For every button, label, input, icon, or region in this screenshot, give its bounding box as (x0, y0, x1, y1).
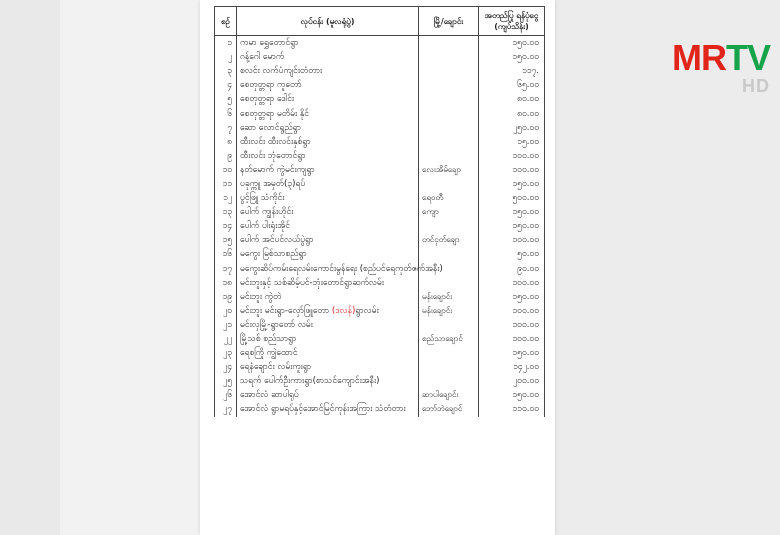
document-page (200, 0, 555, 535)
row-amount: ၁၅၀.၀၀ (479, 50, 545, 64)
row-town: ရေဝတီ (419, 191, 479, 205)
logo-hd-badge: HD (742, 76, 770, 96)
row-town (419, 276, 479, 290)
row-amount: ၅၀၀.၀၀ (479, 191, 545, 205)
row-work-name: မင်းဘူးနှင့် သစ်ဆိမ့်ပင်-ဘုံးတောင်ရွာဆက်လမ်း (237, 276, 419, 290)
table-row (215, 78, 545, 92)
row-amount: ၂၅၀.၀၀ (479, 121, 545, 135)
logo-wordmark: MRTV (672, 37, 771, 78)
row-amount: ၈၀.၀၀ (479, 106, 545, 120)
row-amount: ၁၅၀.၀၀ (479, 290, 545, 304)
row-number: ၂၄ (215, 360, 237, 374)
row-town (419, 346, 479, 360)
row-amount: ၁၀၀.၀၀ (479, 332, 545, 346)
row-number: ၁၈ (215, 276, 237, 290)
table-row (215, 290, 545, 304)
row-amount: ၁၀၀.၀၀ (479, 233, 545, 247)
table-row (215, 149, 545, 163)
row-town: ကျော (419, 205, 479, 219)
row-number: ၁ (215, 36, 237, 51)
row-number: ၂၆ (215, 388, 237, 402)
table-row (215, 163, 545, 177)
row-number: ၁၂ (215, 191, 237, 205)
row-work-name: ဆော လောင်ရွည်ရွာ (237, 121, 419, 135)
row-town: စည်သာချောင် (419, 332, 479, 346)
table-row (215, 346, 545, 360)
row-town: တင်ငုတ်ချော (419, 233, 479, 247)
work-name-text: မင်းဘူး မင်းရွာ-လှော်ဖြူတော (240, 305, 332, 316)
row-number: ၂၅ (215, 374, 237, 388)
row-work-name: ပေါက် ပါးရုံးအိုင် (237, 219, 419, 233)
table-row (215, 304, 545, 318)
row-work-name: မြို့သစ် စည်သာရွာ (237, 332, 419, 346)
row-number: ၂၀ (215, 304, 237, 318)
row-work-name: ပေါက် အင်ပင်လယ်ပွဲရွာ (237, 233, 419, 247)
row-work-name: စေတုတ္တရာ ဒေါင်း (237, 92, 419, 106)
row-town (419, 374, 479, 388)
row-amount: ၁၀၀.၀၀ (479, 163, 545, 177)
row-amount: ၁၅.၀၀ (479, 135, 545, 149)
table-header (215, 7, 545, 36)
row-number: ၂၁ (215, 318, 237, 332)
table-row (215, 247, 545, 261)
row-number: ၈ (215, 135, 237, 149)
row-number: ၃ (215, 64, 237, 78)
row-work-name: ပွင့်ဖြူ သံကိုင်း (237, 191, 419, 205)
row-amount: ၁၀၀.၀၀ (479, 318, 545, 332)
row-town (419, 177, 479, 191)
row-town: လေးအိမ်ချော (419, 163, 479, 177)
table-row (215, 135, 545, 149)
row-work-name: နတ်မောက် ကွဲမင်းကျရွာ (237, 163, 419, 177)
row-amount: ၁၁၀.၀၀ (479, 402, 545, 416)
row-work-name: ရေနံချောင်း လမ်းကူးရွာ (237, 360, 419, 374)
row-town (419, 135, 479, 149)
row-town: ဆာပါချောင်း (419, 388, 479, 402)
row-number: ၂၃ (215, 346, 237, 360)
row-work-name: မကွေးဆိပ်ကမ်းရေလမ်းကောင်းမွန်ရေး (စည်ပင်ရေကုတ်ဇက်အနီး) (237, 262, 419, 276)
table-row (215, 64, 545, 78)
table-row (215, 205, 545, 219)
row-amount: ၁၅၀.၀၀ (479, 205, 545, 219)
row-work-name: မင်းဘူး ကွဲတဲ (237, 290, 419, 304)
table-row (215, 262, 545, 276)
row-town: မန်းချောင်း (419, 290, 479, 304)
row-number: ၁၆ (215, 247, 237, 261)
row-town (419, 318, 479, 332)
row-number: ၁၉ (215, 290, 237, 304)
table-row (215, 50, 545, 64)
row-work-name: အောင်လံ ဆာပါရုပ် (237, 388, 419, 402)
row-work-name: သရက် ပေါက်ဦးကားရွာ(စာသင်ကျောင်းအနီး) (237, 374, 419, 388)
row-amount: ၁၄၂.၀၀ (479, 360, 545, 374)
row-number: ၆ (215, 106, 237, 120)
row-number: ၁၇ (215, 262, 237, 276)
table-row (215, 106, 545, 120)
row-amount: ၁၅၀.၀၀ (479, 36, 545, 51)
row-town (419, 149, 479, 163)
row-work-name: အောင်လံ ရွာမရပ်နှင့်အောင်မြင်ကုန်းအကြား သံတံတား (237, 402, 419, 416)
row-town (419, 247, 479, 261)
table-row (215, 332, 545, 346)
row-work-name: မကွေး မြစ်သာစည်ရွာ (237, 247, 419, 261)
row-amount: ၁၀၀.၀၀ (479, 149, 545, 163)
table-row (215, 388, 545, 402)
row-town: မန်းချောင်း (419, 304, 479, 318)
row-amount: ၁၁၇. (479, 64, 545, 78)
row-number: ၂ (215, 50, 237, 64)
row-amount: ၉၀.၀၀ (479, 262, 545, 276)
header-town: မြို့/ချောင်း (419, 7, 479, 36)
row-amount: ၁၅၀.၀၀ (479, 177, 545, 191)
row-number: ၁၃ (215, 205, 237, 219)
row-work-name: ရေစကြို ကျွဲထောင် (237, 346, 419, 360)
table-row (215, 233, 545, 247)
table-row (215, 276, 545, 290)
row-work-name: စေတုတ္တရာ မတိမ်း နိုင် (237, 106, 419, 120)
row-amount: ၆၅.၀၀ (479, 78, 545, 92)
table-body (215, 36, 545, 417)
table-row (215, 402, 545, 416)
row-work-name: ဂန့်ဂေါ မောက် (237, 50, 419, 64)
row-work-name: ကမာ ရွှေတောင်ရွာ (237, 36, 419, 51)
row-work-name: ပေါက် ကျွန်းဟိုင်း (237, 205, 419, 219)
row-amount: ၁၅၀.၀၀ (479, 219, 545, 233)
row-town (419, 121, 479, 135)
row-town (419, 92, 479, 106)
row-amount: ၁၀၀.၀၀ (479, 276, 545, 290)
row-amount: ၁၅၀.၀၀ (479, 346, 545, 360)
table-row (215, 219, 545, 233)
row-town (419, 360, 479, 374)
mrtv-logo (672, 38, 774, 100)
table-row (215, 191, 545, 205)
row-work-name: ထီးလင်း ထီးလင်းနှစ်ရွာ (237, 135, 419, 149)
header-amount: အတည်ပြု ရန်ပုံငွေ (ကျပ်သိန်း) (479, 7, 545, 36)
row-work-name: စေတုတ္တရာ ကူတော် (237, 78, 419, 92)
row-amount: ၅၀.၀၀ (479, 247, 545, 261)
row-number: ၉ (215, 149, 237, 163)
row-number: ၁၄ (215, 219, 237, 233)
table-row (215, 121, 545, 135)
row-amount: ၂၀၀.၀၀ (479, 374, 545, 388)
table-row (215, 318, 545, 332)
row-number: ၂၇ (215, 402, 237, 416)
row-town (419, 50, 479, 64)
table-row (215, 177, 545, 191)
row-number: ၅ (215, 92, 237, 106)
table-row (215, 374, 545, 388)
row-amount: ၁၅၀.၀၀ (479, 388, 545, 402)
row-town (419, 36, 479, 51)
row-number: ၄ (215, 78, 237, 92)
row-number: ၇ (215, 121, 237, 135)
row-work-name: မင်းလှမြို့-ရွာတော် လမ်း (237, 318, 419, 332)
row-town (419, 106, 479, 120)
row-work-name: စလင်း လက်ပံကျင်းတံတား (237, 64, 419, 78)
row-town: ဘော်ဘဲချောင် (419, 402, 479, 416)
table-row (215, 36, 545, 51)
row-work-name: ထီးလင်း ဘုံတောင်ရွာ (237, 149, 419, 163)
row-work-name (237, 304, 419, 318)
table-row (215, 360, 545, 374)
table-row (215, 92, 545, 106)
row-number: ၁၅ (215, 233, 237, 247)
row-amount: ၈၀.၀၀ (479, 92, 545, 106)
row-amount: ၁၀၀.၀၀ (479, 304, 545, 318)
row-town (419, 64, 479, 78)
row-town (419, 219, 479, 233)
work-name-highlight: (ဒလန်) (331, 305, 356, 316)
header-no: စဉ် (215, 7, 237, 36)
left-letterbox (0, 0, 60, 535)
row-work-name: ပခုက္ကူ အမှတ်(၃)ရပ် (237, 177, 419, 191)
header-work: လုပ်ငန်း (မူလရုံပွဲ) (237, 7, 419, 36)
row-town (419, 78, 479, 92)
fund-table (214, 6, 545, 417)
row-number: ၁၁ (215, 177, 237, 191)
row-number: ၂၂ (215, 332, 237, 346)
row-number: ၁၀ (215, 163, 237, 177)
work-name-text: ရွာလမ်း (355, 305, 379, 316)
